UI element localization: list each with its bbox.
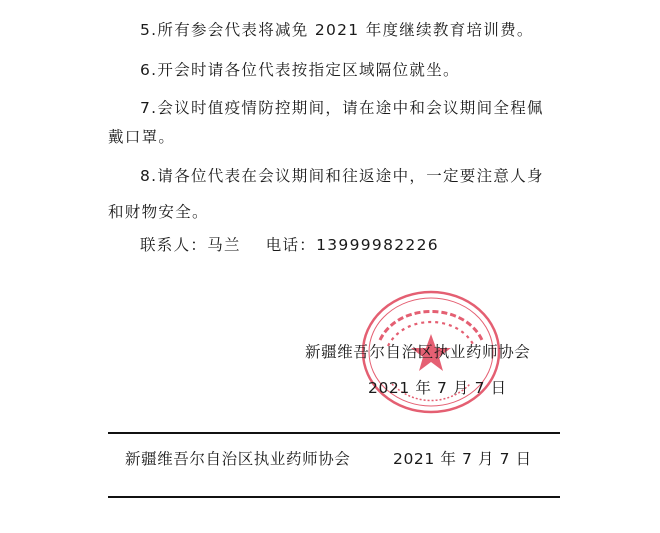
contact-line: 联系人：马兰 电话：13999982226 [140, 236, 439, 254]
footer-org: 新疆维吾尔自治区执业药师协会 [125, 450, 351, 468]
notice-item-8-line-2: 和财物安全。 [108, 203, 209, 221]
footer-date: 2021 年 7 月 7 日 [393, 450, 532, 468]
notice-item-5: 5.所有参会代表将减免 2021 年度继续教育培训费。 [140, 21, 534, 39]
notice-item-7-line-2: 戴口罩。 [108, 128, 176, 146]
notice-item-6: 6.开会时请各位代表按指定区域隔位就坐。 [140, 61, 460, 79]
signature-org: 新疆维吾尔自治区执业药师协会 [305, 343, 531, 361]
notice-item-7-line-1: 7.会议时值疫情防控期间，请在途中和会议期间全程佩 [140, 99, 544, 117]
footer-top-rule [108, 432, 560, 434]
notice-item-8-line-1: 8.请各位代表在会议期间和往返途中，一定要注意人身 [140, 167, 544, 185]
footer-bottom-rule [108, 496, 560, 498]
signature-date: 2021 年 7 月 7 日 [368, 379, 507, 397]
